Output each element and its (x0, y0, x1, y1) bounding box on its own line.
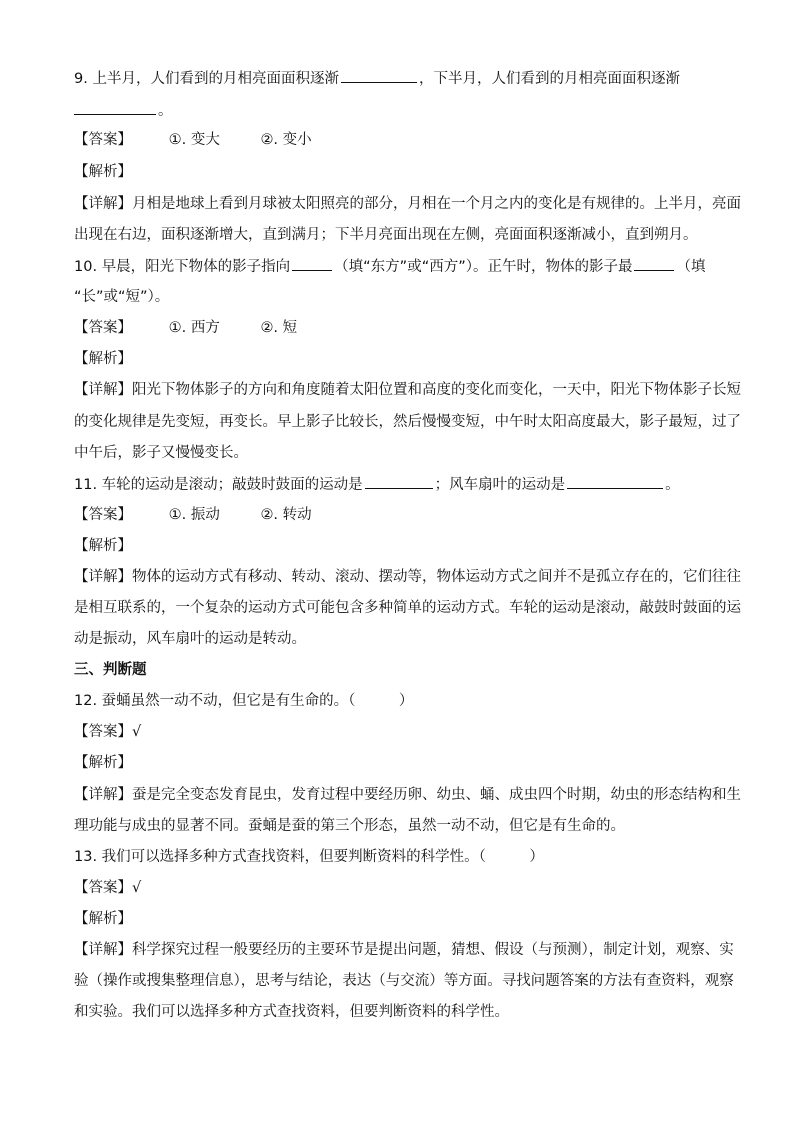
q10-blank-1 (292, 256, 332, 271)
q13-detail-text-1: 科学探究过程一般要经历的主要环节是提出问题，猜想、假设（与预测），制定计划，观察、实 (132, 942, 734, 958)
q11-stem-part-c: 。 (665, 477, 680, 493)
q11-detail-line1 (74, 567, 741, 587)
q9-detail-line1 (74, 194, 741, 214)
q10-answer-line (74, 318, 297, 338)
q10-stem-part-c: （填 (676, 259, 706, 275)
q13-detail-line2: 验（操作或搜集整理信息），思考与结论，表达（与交流）等方面。寻找问题答案的方法有查资料，观察 (74, 973, 734, 989)
q10-detail-line1 (74, 380, 741, 400)
q11-stem-part-b: ；风车扇叶的运动是 (434, 477, 566, 493)
q12-answer-mark: √ (132, 724, 142, 740)
q10-detail-text-1: 阳光下物体影子的方向和角度随着太阳位置和高度的变化而变化，一天中，阳光下物体影子长短 (132, 382, 741, 398)
q11-detail-tag: 【详解】 (74, 569, 132, 585)
q10-detail-line3: 中午后，影子又慢慢变长。 (74, 445, 248, 461)
q10-detail-tag: 【详解】 (74, 382, 132, 398)
q9-stem-part-c: 。 (158, 103, 173, 119)
q9-answer-option-1: ①. 变大 (168, 132, 220, 148)
q9-stem-line2 (74, 100, 173, 121)
q10-stem-line1 (74, 256, 705, 277)
q10-answer-tag: 【答案】 (74, 320, 132, 336)
q11-answer-tag: 【答案】 (74, 507, 132, 523)
q13-answer-tag: 【答案】 (74, 880, 132, 896)
q12-detail-line1 (74, 785, 741, 805)
section-heading-judgement: 三、判断题 (74, 662, 147, 678)
q13-analysis-label: 【解析】 (74, 911, 132, 927)
q10-analysis-label: 【解析】 (74, 351, 132, 367)
q9-answer-line (74, 130, 312, 150)
q10-answer-option-2: ②. 短 (260, 320, 298, 336)
q9-analysis-label: 【解析】 (74, 164, 132, 180)
q12-detail-text-1: 蚕是完全变态发育昆虫，发育过程中要经历卵、幼虫、蛹、成虫四个时期，幼虫的形态结构和生 (132, 787, 741, 803)
q10-answer-option-1: ①. 西方 (168, 320, 220, 336)
q11-blank-1 (365, 474, 433, 489)
q10-detail-line2: 的变化规律是先变短，再变长。早上影子比较长，然后慢慢变短，中午时太阳高度最大，影子最短，过了 (74, 414, 741, 430)
q11-stem-part-a: 11. 车轮的运动是滚动；敲鼓时鼓面的运动是 (74, 477, 363, 493)
q9-detail-tag: 【详解】 (74, 196, 132, 212)
q9-stem-line1 (74, 68, 680, 89)
q9-detail-line2: 出现在右边，面积逐渐增大，直到满月；下半月亮面出现在左侧，亮面面积逐渐减小，直到朔月。 (74, 227, 698, 243)
q11-detail-line2: 是相互联系的，一个复杂的运动方式可能包含多种简单的运动方式。车轮的运动是滚动，敲鼓时鼓面的运 (74, 600, 741, 616)
q13-answer-mark: √ (132, 880, 142, 896)
q13-stem: 13. 我们可以选择多种方式查找资料，但要判断资料的科学性。（ ） (74, 849, 544, 865)
q12-analysis-label: 【解析】 (74, 755, 132, 771)
q9-stem-part-b: ，下半月，人们看到的月相亮面面积逐渐 (418, 71, 680, 87)
q12-answer-tag: 【答案】 (74, 724, 132, 740)
q13-detail-tag: 【详解】 (74, 942, 132, 958)
q11-detail-line3: 动是振动，风车扇叶的运动是转动。 (74, 631, 306, 647)
q9-stem-part-a: 9. 上半月，人们看到的月相亮面面积逐渐 (74, 71, 339, 87)
q11-detail-text-1: 物体的运动方式有移动、转动、滚动、摆动等，物体运动方式之间并不是孤立存在的，它们往往 (132, 569, 741, 585)
q12-detail-tag: 【详解】 (74, 787, 132, 803)
q12-answer-line (74, 722, 141, 742)
q12-stem: 12. 蚕蛹虽然一动不动，但它是有生命的。（ ） (74, 693, 414, 709)
q11-answer-option-2: ②. 转动 (260, 507, 312, 523)
q13-answer-line (74, 878, 141, 898)
q9-blank-1 (341, 68, 417, 83)
q11-blank-2 (567, 474, 663, 489)
q13-detail-line1 (74, 940, 734, 960)
q11-stem-line (74, 474, 680, 495)
q9-answer-option-2: ②. 变小 (260, 132, 312, 148)
q9-detail-text-1: 月相是地球上看到月球被太阳照亮的部分，月相在一个月之内的变化是有规律的。上半月，亮面 (132, 196, 741, 212)
q11-answer-option-1: ①. 振动 (168, 507, 220, 523)
q11-answer-line (74, 505, 312, 525)
q11-analysis-label: 【解析】 (74, 538, 132, 554)
q10-blank-2 (634, 256, 674, 271)
q13-detail-line3: 和实验。我们可以选择多种方式查找资料，但要判断资料的科学性。 (74, 1004, 509, 1020)
q9-blank-2 (74, 100, 156, 115)
q10-stem-part-b: （填“东方”或“西方”）。正午时，物体的影子最 (334, 259, 633, 275)
q10-stem-part-a: 10. 早晨，阳光下物体的影子指向 (74, 259, 291, 275)
q10-stem-line2: “长”或“短”）。 (74, 289, 170, 305)
q12-detail-line2: 理功能与成虫的显著不同。蚕蛹是蚕的第三个形态，虽然一动不动，但它是有生命的。 (74, 818, 625, 834)
q9-answer-tag: 【答案】 (74, 132, 132, 148)
